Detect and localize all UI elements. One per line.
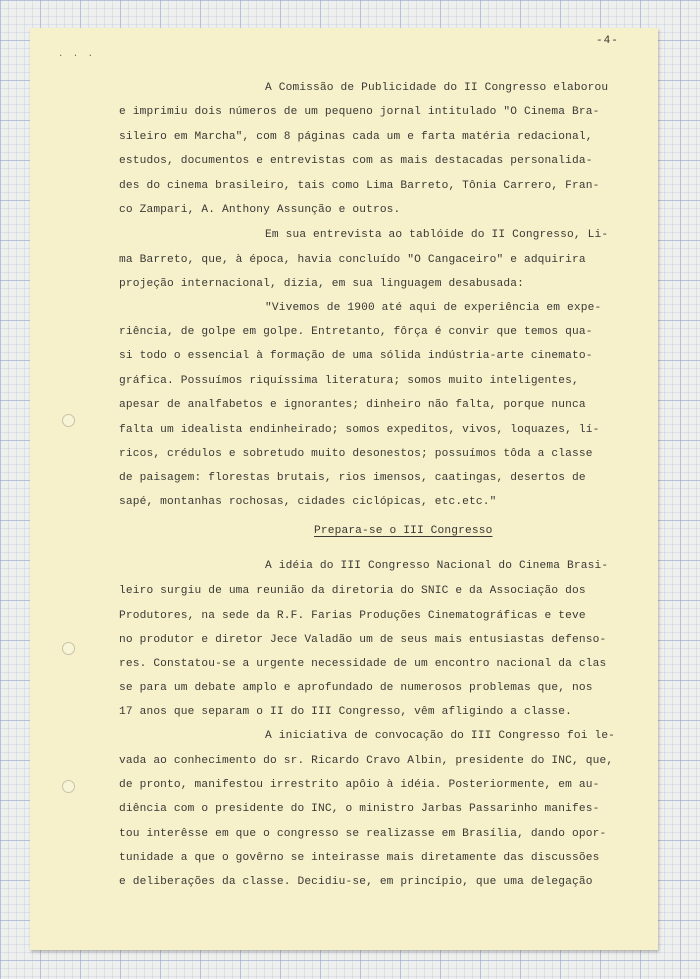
text-line: co Zampari, A. Anthony Assunção e outros. <box>119 204 401 216</box>
quote-line: si todo o essencial à formação de uma sólida indústria-arte cinemato- <box>119 350 593 362</box>
quote-line: ricos, crédulos e sobretudo muito desonestos; possuímos tôda a classe <box>119 448 593 460</box>
quote-line: falta um idealista endinheirado; somos expeditos, vivos, loquazes, lí- <box>119 424 600 436</box>
text-line: estudos, documentos e entrevistas com as mais destacadas personalida- <box>119 155 593 167</box>
quote-line: riência, de golpe em golpe. Entretanto, fôrça é convir que temos qua- <box>119 326 593 338</box>
text-line: Produtores, na sede da R.F. Farias Produções Cinematográficas e teve <box>119 610 586 622</box>
text-line: projeção internacional, dizia, em sua linguagem desabusada: <box>119 278 524 290</box>
punch-hole <box>62 414 75 427</box>
text-line: ma Barreto, que, à época, havia concluído "O Cangaceiro" e adquirira <box>119 254 586 266</box>
text-line: sileiro em Marcha", com 8 páginas cada um e farta matéria redacional, <box>119 131 593 143</box>
text-line: A iniciativa de convocação do III Congresso foi le- <box>265 730 616 742</box>
text-line: res. Constatou-se a urgente necessidade de um encontro nacional da clas <box>119 658 607 670</box>
text-line: leiro surgiu de uma reunião da diretoria do SNIC e da Associação dos <box>119 585 586 597</box>
text-line: de pronto, manifestou irrestrito apôio à idéia. Posteriormente, em au- <box>119 779 600 791</box>
text-line: no produtor e diretor Jece Valadão um de seus mais entusiastas defenso- <box>119 634 607 646</box>
text-line: e deliberações da classe. Decidiu-se, em princípio, que uma delegação <box>119 876 593 888</box>
text-line: 17 anos que separam o II do III Congresso, vêm afligindo a classe. <box>119 706 572 718</box>
text-line: A idéia do III Congresso Nacional do Cinema Brasi- <box>265 560 609 572</box>
quote-line: "Vivemos de 1900 até aqui de experiência em expe- <box>265 302 602 314</box>
text-line: A Comissão de Publicidade do II Congresso elaborou <box>265 82 609 94</box>
quote-line: gráfica. Possuímos riquíssima literatura; somos muito inteligentes, <box>119 375 579 387</box>
text-line: tou interêsse em que o congresso se realizasse em Brasília, dando opor- <box>119 828 607 840</box>
quote-line: apesar de analfabetos e ignorantes; dinheiro não falta, porque nunca <box>119 399 586 411</box>
text-line: tunidade a que o govêrno se inteirasse mais diretamente das discussões <box>119 852 600 864</box>
section-heading: Prepara-se o III Congresso <box>314 525 493 537</box>
text-line: e imprimiu dois números de um pequeno jornal intitulado "O Cinema Bra- <box>119 106 600 118</box>
text-line: vada ao conhecimento do sr. Ricardo Cravo Albin, presidente do INC, que, <box>119 755 614 767</box>
corner-marks: · · · <box>58 51 96 61</box>
document-page <box>30 28 658 950</box>
punch-hole <box>62 642 75 655</box>
text-line: Em sua entrevista ao tablóide do II Congresso, Li- <box>265 229 609 241</box>
text-line: diência com o presidente do INC, o ministro Jarbas Passarinho manifes- <box>119 803 600 815</box>
text-line: se para um debate amplo e aprofundado de numerosos problemas que, nos <box>119 682 593 694</box>
text-line: des do cinema brasileiro, tais como Lima Barreto, Tônia Carrero, Fran- <box>119 180 600 192</box>
quote-line: sapé, montanhas rochosas, cidades ciclópicas, etc.etc." <box>119 496 497 508</box>
quote-line: de paisagem: florestas brutais, rios imensos, caatingas, desertos de <box>119 472 586 484</box>
page-number: -4- <box>596 35 619 47</box>
punch-hole <box>62 780 75 793</box>
